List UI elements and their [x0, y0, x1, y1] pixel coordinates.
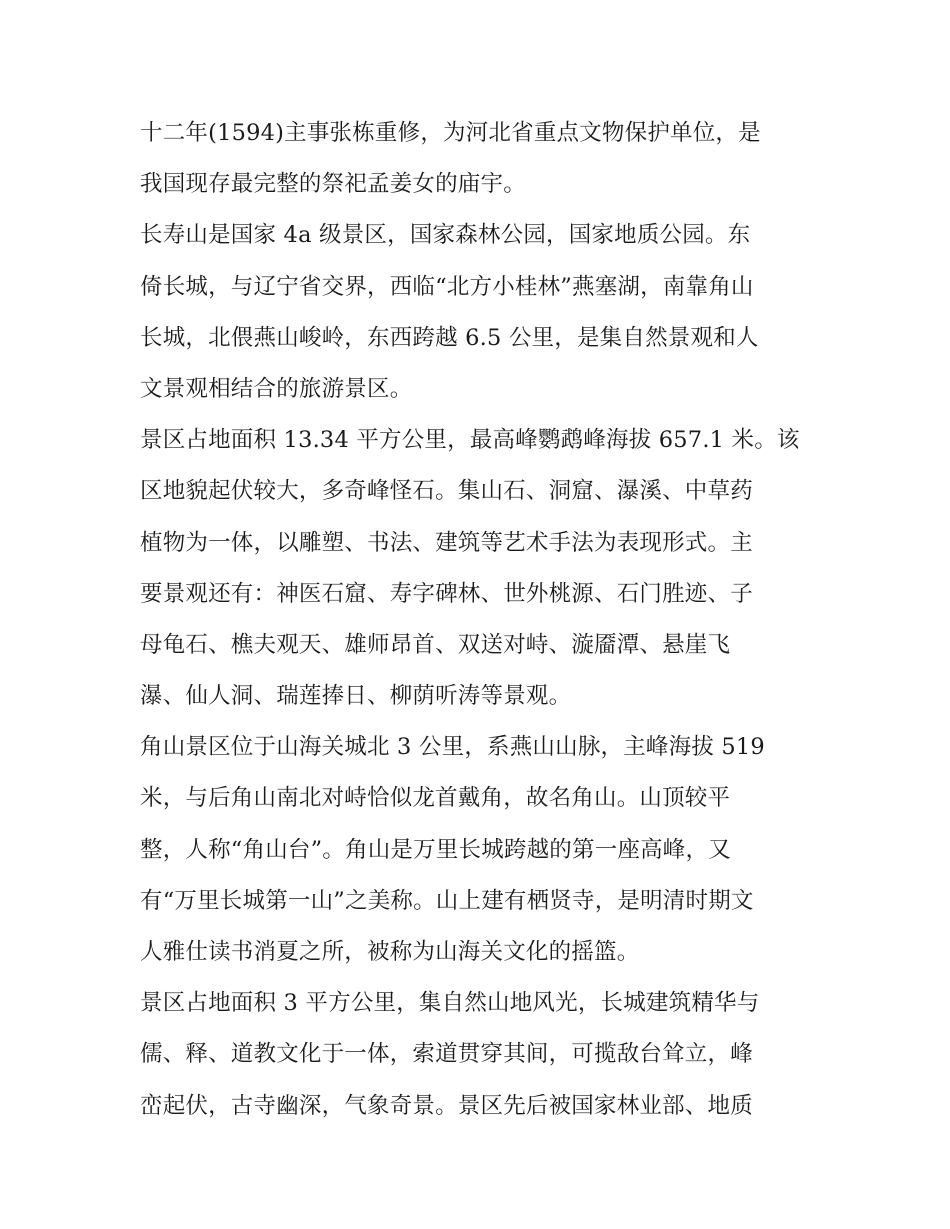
text-line: 景区占地面积 13.34 平方公里，最高峰鹦鹉峰海拔 657.1 米。该	[140, 427, 800, 454]
text-line: 瀑、仙人洞、瑞莲捧日、柳荫听涛等景观。	[140, 683, 572, 710]
text-line: 十二年(1594)主事张栋重修，为河北省重点文物保护单位，是	[140, 120, 761, 146]
text-line: 区地貌起伏较大，多奇峰怪石。集山石、洞窟、瀑溪、中草药	[140, 478, 753, 505]
text-line: 倚长城，与辽宁省交界，西临“北方小桂林”燕塞湖，南靠角山	[140, 273, 754, 300]
text-line: 米，与后角山南北对峙恰似龙首戴角，故名角山。山顶较平	[140, 785, 731, 812]
text-line: 长寿山是国家 4a 级景区，国家森林公园，国家地质公园。东	[140, 222, 751, 249]
text-line: 母龟石、樵夫观天、雄师昂首、双送对峙、漩靥潭、悬崖飞	[140, 631, 731, 658]
document-body-text	[140, 108, 820, 1132]
text-line: 儒、释、道教文化于一体，索道贯穿其间，可揽敌台耸立，峰	[140, 1041, 753, 1068]
text-line: 要景观还有：神医石窟、寿字碑林、世外桃源、石门胜迹、子	[140, 580, 753, 607]
text-line: 植物为一体，以雕塑、书法、建筑等艺术手法为表现形式。主	[140, 529, 753, 556]
text-line: 人雅仕读书消夏之所，被称为山海关文化的摇篮。	[140, 939, 640, 965]
text-line: 文景观相结合的旅游景区。	[140, 375, 413, 402]
text-line: 峦起伏，古寺幽深，气象奇景。景区先后被国家林业部、地质	[140, 1092, 753, 1119]
text-line: 整，人称“角山台”。角山是万里长城跨越的第一座高峰，又	[140, 836, 731, 863]
text-line: 长城，北偎燕山峻岭，东西跨越 6.5 公里，是集自然景观和人	[140, 324, 759, 351]
text-line: 有“万里长城第一山”之美称。山上建有栖贤寺，是明清时期文	[140, 887, 754, 914]
text-line: 景区占地面积 3 平方公里，集自然山地风光，长城建筑精华与	[140, 990, 760, 1017]
text-line: 我国现存最完整的祭祀孟姜女的庙宇。	[140, 171, 526, 198]
text-line: 角山景区位于山海关城北 3 公里，系燕山山脉，主峰海拔 519	[140, 734, 765, 761]
